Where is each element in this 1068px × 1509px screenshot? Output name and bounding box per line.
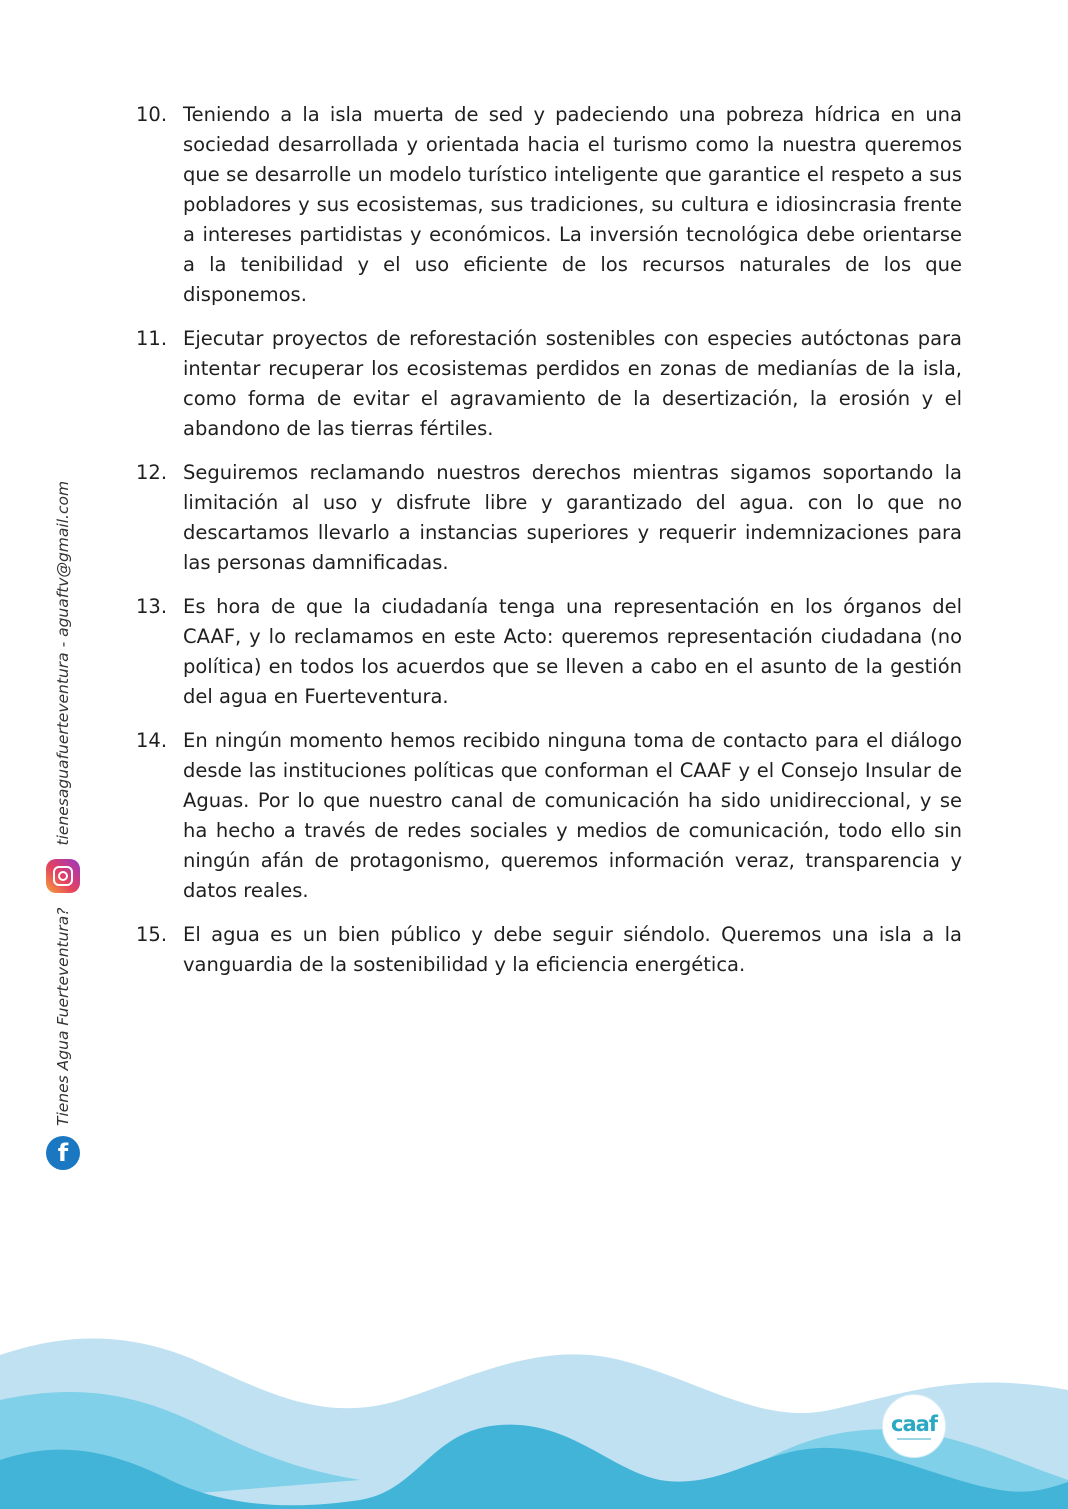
list-item (136, 592, 962, 712)
list-item (136, 726, 962, 906)
list-item (136, 458, 962, 578)
instagram-label[interactable]: tienesaguafuerteventura - aguaftv@gmail.com (54, 480, 72, 846)
item-text: Teniendo a la isla muerta de sed y padeciendo una pobreza hídrica en una sociedad desarrollada y orientada hacia el turismo como la nuestra queremos que se desarrolle un modelo turístico inteligente que garantice el respeto a sus pobladores y sus ecosistemas, sus tradiciones, su cultura e idiosincrasia frente a intereses partidistas y económicos. La inversión tecnológica debe orientarse a la tenibilidad y el uso eficiente de los recursos naturales de los que disponemos. (183, 103, 962, 306)
item-number: 11. (136, 327, 168, 350)
facebook-label[interactable]: Tienes Agua Fuerteventura? (54, 907, 72, 1126)
logo-mark: caaf (891, 1411, 937, 1436)
item-text: Ejecutar proyectos de reforestación sostenibles con especies autóctonas para intentar recuperar los ecosistemas perdidos en zonas de medianías de la isla, como forma de evitar el agravamiento de la desertización, la erosión y el abandono de las tierras fértiles. (183, 327, 962, 440)
item-text: Seguiremos reclamando nuestros derechos mientras sigamos soportando la limitación al uso y disfrute libre y garantizado del agua. con lo que no descartamos llevarlo a instancias superiores y requerir indemnizaciones para las personas damnificadas. (183, 461, 962, 574)
item-number: 10. (136, 103, 168, 126)
facebook-icon[interactable]: f (46, 1136, 80, 1170)
caaf-logo (882, 1394, 946, 1458)
list-item (136, 324, 962, 444)
item-number: 12. (136, 461, 168, 484)
item-text: Es hora de que la ciudadanía tenga una representación en los órganos del CAAF, y lo reclamamos en este Acto: queremos representación ciudadana (no política) en todos los acuerdos que se lleven a cabo en el asunto de la gestión del agua en Fuerteventura. (183, 595, 962, 708)
logo-underline (897, 1438, 931, 1440)
item-number: 15. (136, 923, 168, 946)
instagram-icon[interactable] (46, 859, 80, 893)
item-text: El agua es un bien público y debe seguir siéndolo. Queremos una isla a la vanguardia de la sostenibilidad y la eficiencia energética. (183, 923, 962, 976)
list-item (136, 100, 962, 310)
social-sidebar (46, 481, 80, 1170)
demands-list (136, 100, 962, 994)
item-text: En ningún momento hemos recibido ninguna toma de contacto para el diálogo desde las instituciones políticas que conforman el CAAF y el Consejo Insular de Aguas. Por lo que nuestro canal de comunicación ha sido unidireccional, y se ha hecho a través de redes sociales y medios de comunicación, todo ello sin ningún afán de protagonismo, queremos información veraz, transparencia y datos reales. (183, 729, 962, 902)
list-item (136, 920, 962, 980)
item-number: 14. (136, 729, 168, 752)
item-number: 13. (136, 595, 168, 618)
